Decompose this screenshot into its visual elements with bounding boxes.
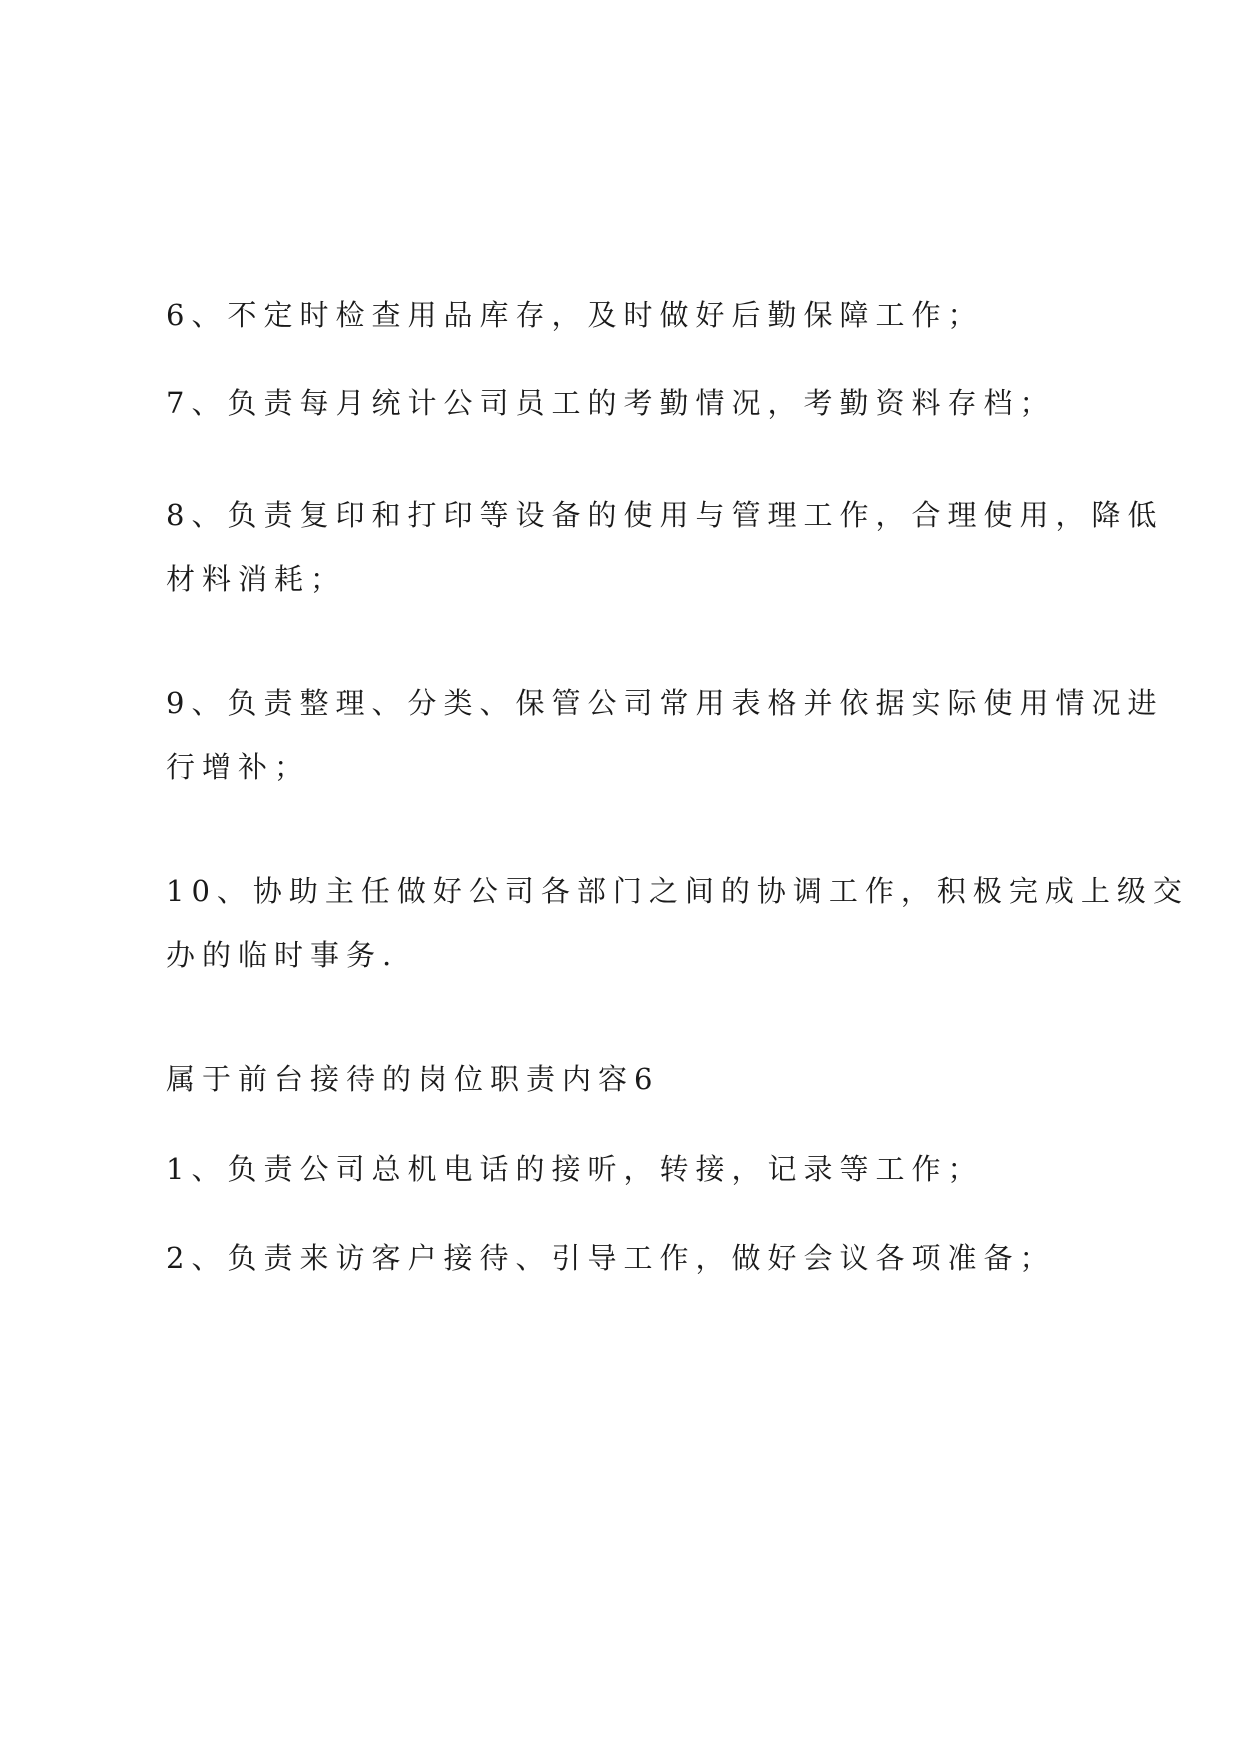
- list-item-text: 办的临时事务.: [166, 938, 399, 972]
- list-item: [166, 1137, 1096, 1201]
- list-item-text: 10、协助主任做好公司各部门之间的协调工作，积极完成上级交: [166, 874, 1189, 908]
- list-item-text: 1、负责公司总机电话的接听，转接，记录等工作；: [166, 1152, 984, 1186]
- list-item-text: 7、负责每月统计公司员工的考勤情况，考勤资料存档；: [166, 386, 1056, 420]
- list-item: [166, 671, 1164, 799]
- list-item-text: 2、负责来访客户接待、引导工作，做好会议各项准备；: [166, 1241, 1056, 1275]
- list-item: [166, 859, 1189, 987]
- list-item: [166, 283, 1096, 347]
- list-item-text: 材料消耗；: [166, 562, 347, 596]
- list-item: [166, 371, 1096, 435]
- section-heading: [166, 1047, 1096, 1111]
- list-item-text: 8、负责复印和打印等设备的使用与管理工作，合理使用，降低: [166, 498, 1164, 532]
- list-item-text: 9、负责整理、分类、保管公司常用表格并依据实际使用情况进: [166, 686, 1164, 720]
- list-item-text: 行增补；: [166, 750, 311, 784]
- section-heading-text: 属于前台接待的岗位职责内容6: [166, 1062, 660, 1096]
- list-item-text: 6、不定时检查用品库存，及时做好后勤保障工作；: [166, 298, 984, 332]
- list-item: [166, 483, 1164, 611]
- list-item: [166, 1226, 1096, 1290]
